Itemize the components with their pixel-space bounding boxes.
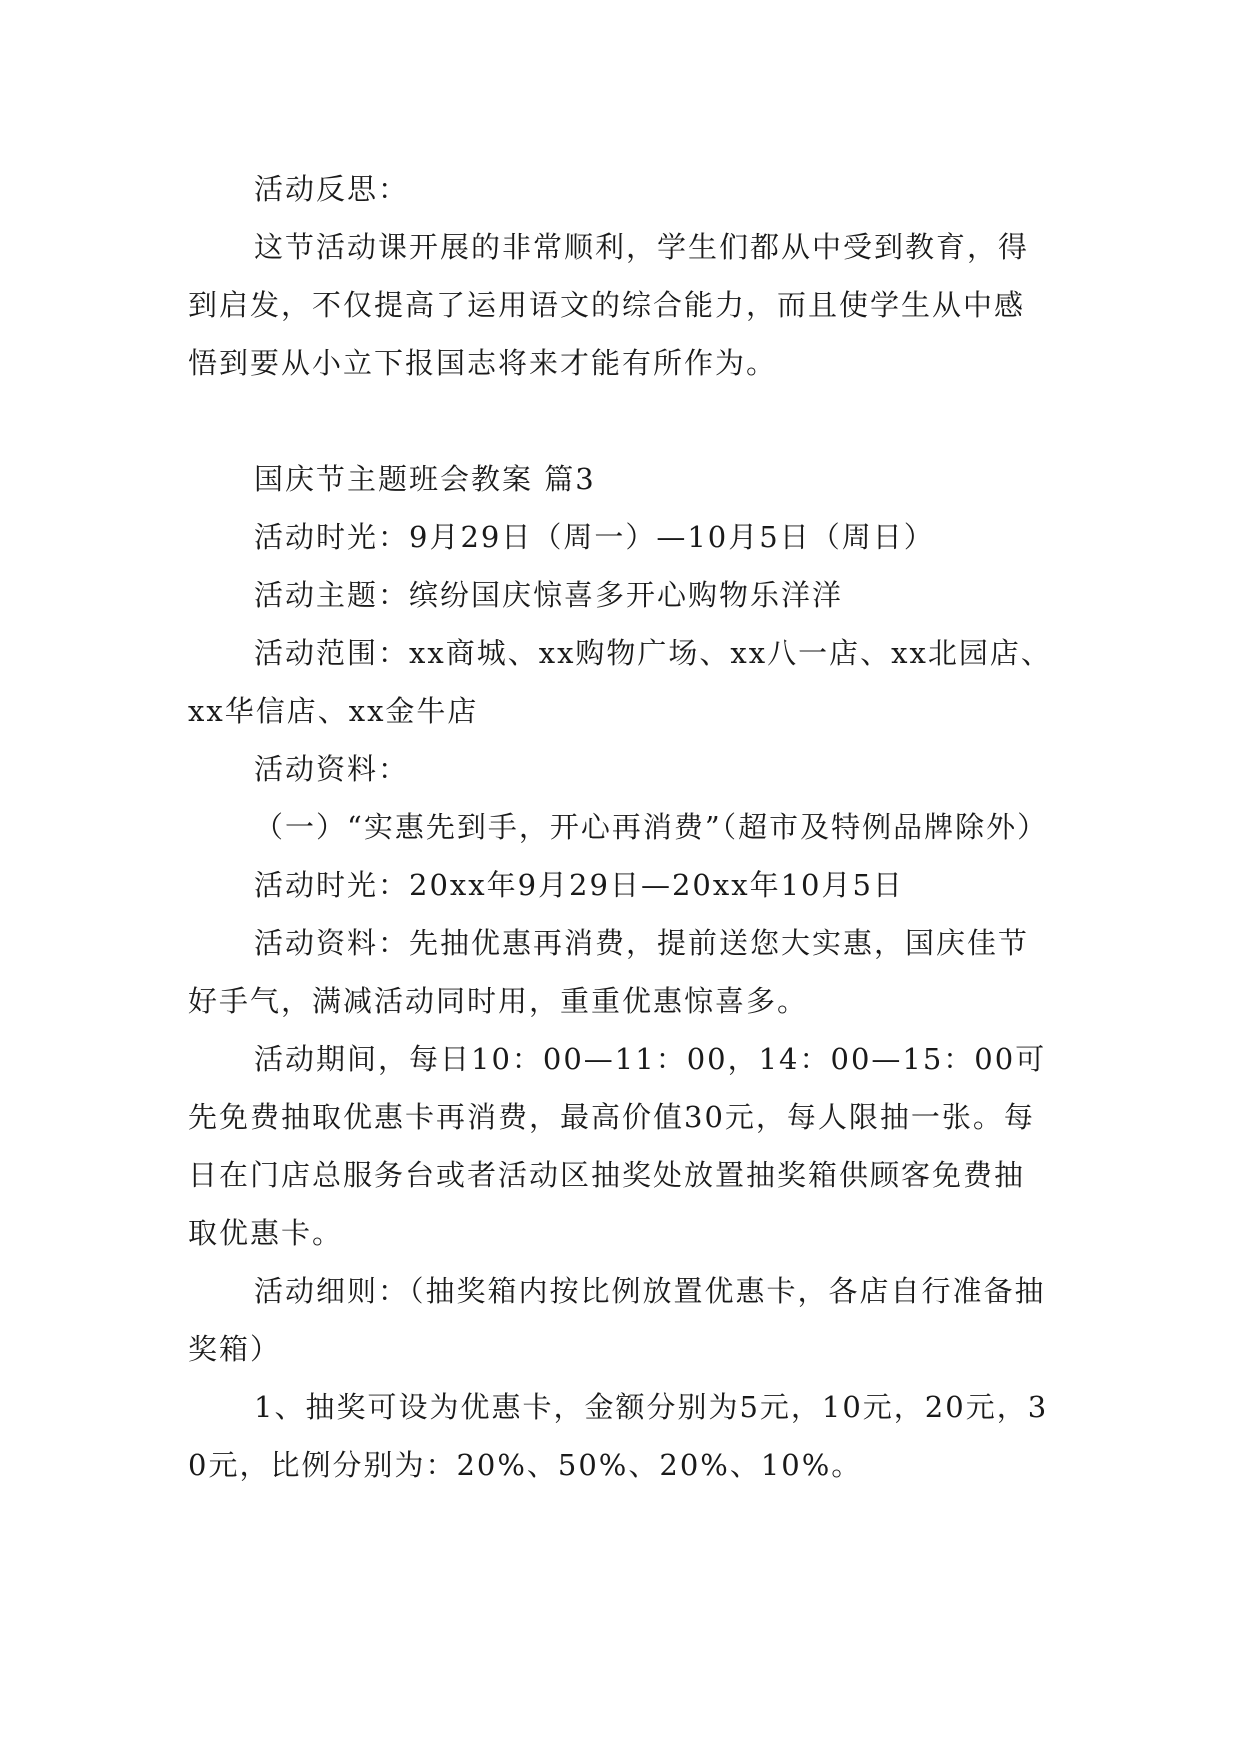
activity-material-heading: 活动资料：	[254, 752, 410, 786]
document-page	[188, 160, 1052, 1494]
section-title: 国庆节主题班会教案 篇3	[254, 462, 596, 496]
part-one-material: 活动资料：先抽优惠再消费，提前送您大实惠，国庆佳节好手气，满减活动同时用，重重优惠惊喜多。	[188, 926, 1030, 1018]
part-one-period: 活动期间，每日10：00—11：00，14：00—15：00可先免费抽取优惠卡再消费，最高价值30元，每人限抽一张。每日在门店总服务台或者活动区抽奖处放置抽奖箱供顾客免费抽取优惠卡。	[188, 1042, 1047, 1250]
activity-theme: 活动主题：缤纷国庆惊喜多开心购物乐洋洋	[254, 578, 844, 612]
part-one-title: （一）“实惠先到手，开心再消费”（超市及特例品牌除外）	[254, 810, 1049, 844]
part-one-time: 活动时光：20xx年9月29日—20xx年10月5日	[254, 868, 904, 902]
activity-time: 活动时光：9月29日（周一）—10月5日（周日）	[254, 520, 935, 554]
section-spacer	[188, 392, 1052, 450]
activity-scope: 活动范围：xx商城、xx购物广场、xx八一店、xx北园店、xx华信店、xx金牛店	[188, 636, 1052, 728]
rule-1: 1、抽奖可设为优惠卡，金额分别为5元，10元，20元，30元，比例分别为：20%、50%、20%、10%。	[188, 1390, 1049, 1482]
reflection-heading: 活动反思：	[254, 172, 410, 206]
part-one-rules: 活动细则：（抽奖箱内按比例放置优惠卡，各店自行准备抽奖箱）	[188, 1274, 1046, 1366]
reflection-body: 这节活动课开展的非常顺利，学生们都从中受到教育，得到启发，不仅提高了运用语文的综合能力，而且使学生从中感悟到要从小立下报国志将来才能有所作为。	[188, 230, 1030, 380]
